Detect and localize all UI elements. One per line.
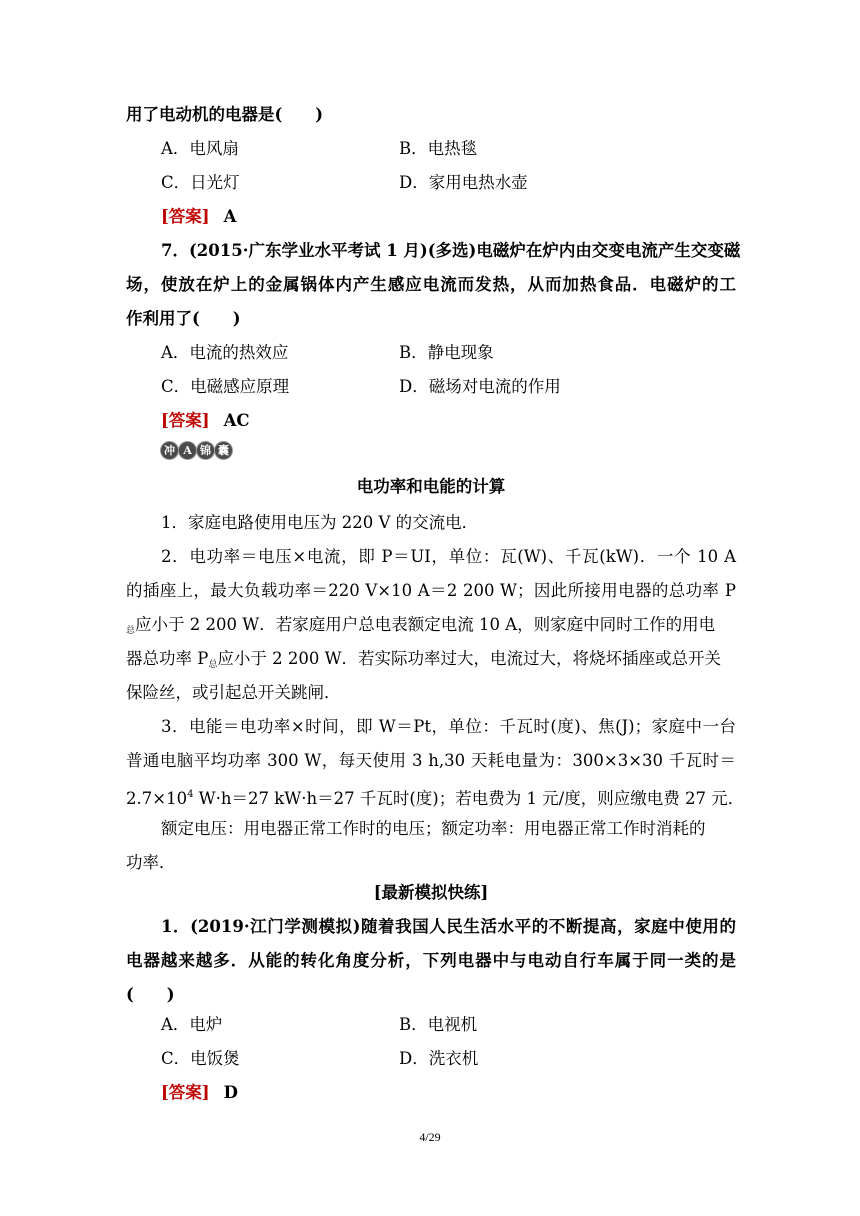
badge-char: 冲	[161, 442, 178, 459]
answer-label: [答案]	[161, 411, 210, 430]
badge-char: A	[179, 442, 196, 459]
pq1-options-row-1	[161, 1008, 771, 1042]
badge-char: 锦	[197, 442, 214, 459]
q6-answer	[161, 200, 771, 234]
point-2-line-1: 2．电功率＝电压×电流，即 P＝UI，单位：瓦(W)、千瓦(kW)．一个 10 A	[161, 547, 736, 566]
pq1-options-row-2	[161, 1042, 771, 1076]
q6-stem-line: 用了电动机的电器是( )	[126, 105, 324, 124]
note-line-1: 额定电压：用电器正常工作时的电压；额定功率：用电器正常工作时消耗的	[161, 819, 706, 838]
q7-option-c: C．电磁感应原理	[161, 377, 290, 396]
subscript-total: 总	[208, 660, 218, 670]
q7-option-b: B．静电现象	[399, 343, 494, 362]
answer-label: [答案]	[161, 207, 210, 226]
note-line-2: 功率．	[126, 853, 176, 872]
badge-char: 囊	[215, 442, 232, 459]
point-3-line-3-a: 2.7×10	[126, 789, 188, 808]
q6-options-row-1	[161, 132, 771, 166]
answer-value: AC	[223, 411, 250, 430]
pq1-answer	[161, 1076, 771, 1110]
point-1: 1．家庭电路使用电压为 220 V 的交流电．	[161, 513, 479, 532]
pq1-stem-line-1: 1．(2019·江门学测模拟)随着我国人民生活水平的不断提高，家庭中使用的	[161, 917, 736, 936]
q7-stem-line-2: 场，使放在炉上的金属锅体内产生感应电流而发热，从而加热食品．电磁炉的工	[126, 275, 736, 294]
point-2-line-4	[126, 642, 736, 676]
point-2-line-4-a: 器总功率 P	[126, 649, 209, 668]
pq1-stem-line-2: 电器越来越多．从能的转化角度分析，下列电器中与电动自行车属于同一类的是	[126, 951, 736, 970]
q6-option-a: A．电风扇	[161, 139, 239, 158]
point-2-line-3-text: 应小于 2 200 W．若家庭用户总电表额定电流 10 A，则家庭中同时工作的用电	[135, 615, 716, 634]
pq1-option-c: C．电饭煲	[161, 1049, 240, 1068]
pq1-option-d: D．洗衣机	[399, 1049, 479, 1068]
q7-options-row-1	[161, 336, 771, 370]
subscript-total: 总	[126, 626, 136, 636]
point-3-line-2: 普通电脑平均功率 300 W，每天使用 3 h,30 天耗电量为：300×3×30 千瓦时＝	[126, 751, 736, 770]
q7-answer	[161, 404, 771, 438]
answer-label: [答案]	[161, 1083, 210, 1102]
q7-stem-line-1: 7．(2015·广东学业水平考试 1 月)(多选)电磁炉在炉内由交变电流产生交变磁	[161, 241, 741, 260]
point-3-line-3-b: W·h＝27 kW·h＝27 千瓦时(度)；若电费为 1 元/度，则应缴电费 27 元．	[193, 789, 745, 808]
q7-option-a: A．电流的热效应	[161, 343, 289, 362]
point-2-line-2: 的插座上，最大负载功率＝220 V×10 A＝2 200 W；因此所接用电器的总功率 P	[126, 581, 736, 600]
point-2-line-3	[126, 608, 736, 642]
practice-title: [最新模拟快练]	[373, 883, 489, 902]
point-3-line-3	[126, 778, 745, 812]
pq1-stem-line-3: ( )	[126, 985, 175, 1004]
chong-a-badge	[161, 442, 232, 462]
point-2-line-5: 保险丝，或引起总开关跳闸．	[126, 683, 341, 702]
page-number: 4/29	[419, 1130, 441, 1144]
point-2-line-4-b: 应小于 2 200 W．若实际功率过大，电流过大，将烧坏插座或总开关	[217, 649, 722, 668]
section-title: 电功率和电能的计算	[356, 477, 506, 496]
q7-option-d: D．磁场对电流的作用	[399, 377, 561, 396]
q6-options-row-2	[161, 166, 771, 200]
q6-option-c: C．日光灯	[161, 173, 240, 192]
q7-options-row-2	[161, 370, 771, 404]
q6-option-d: D．家用电热水壶	[399, 173, 528, 192]
q6-option-b: B．电热毯	[399, 139, 478, 158]
point-3-line-1: 3．电能＝电功率×时间，即 W＝Pt，单位：千瓦时(度)、焦(J)；家庭中一台	[161, 717, 736, 736]
pq1-option-a: A．电炉	[161, 1015, 223, 1034]
superscript: 4	[187, 789, 194, 800]
q7-stem-line-3: 作利用了( )	[126, 309, 241, 328]
answer-value: A	[223, 207, 237, 226]
pq1-option-b: B．电视机	[399, 1015, 478, 1034]
answer-value: D	[223, 1083, 238, 1102]
